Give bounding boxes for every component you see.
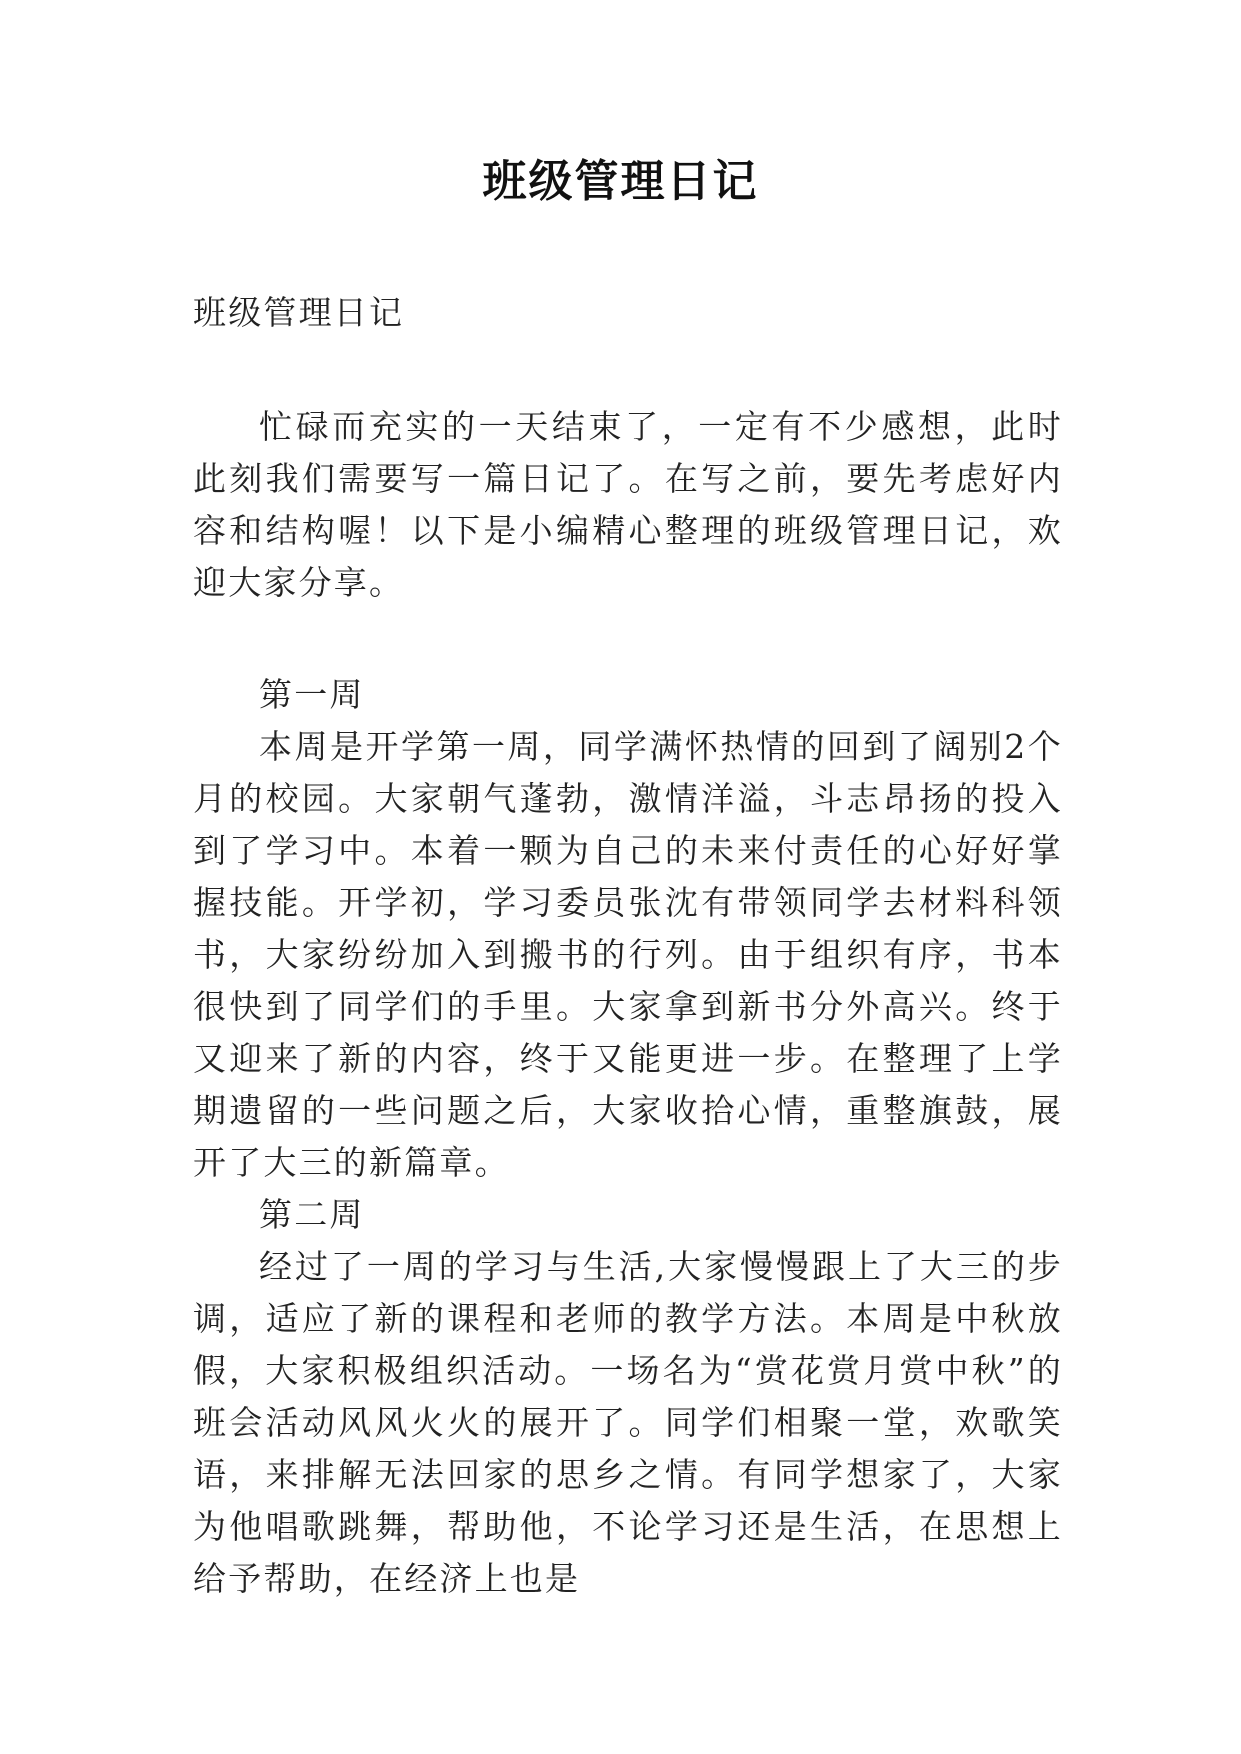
document-title: 班级管理日记: [482, 156, 759, 207]
week-2-heading: 第二周: [259, 1195, 365, 1234]
week-2-paragraph: 经过了一周的学习与生活,大家慢慢跟上了大三的步调，适应了新的课程和老师的教学方法。本周是中秋放假，大家积极组织活动。一场名为“赏花赏月赏中秋”的班会活动风风火火的展开了。同学们相聚一堂，欢歌笑语，来排解无法回家的思乡之情。有同学想家了，大家为他唱歌跳舞，帮助他，不论学习还是生活，在思想上给予帮助，在经济上也是: [193, 1247, 1063, 1598]
spacer: [193, 609, 1063, 669]
week-1-paragraph: 本周是开学第一周，同学满怀热情的回到了阔别2个月的校园。大家朝气蓬勃，激情洋溢，斗志昂扬的投入到了学习中。本着一颗为自己的未来付责任的心好好掌握技能。开学初，学习委员张沈有带领同学去材料科领书，大家纷纷加入到搬书的行列。由于组织有序，书本很快到了同学们的手里。大家拿到新书分外高兴。终于又迎来了新的内容，终于又能更进一步。在整理了上学期遗留的一些问题之后，大家收拾心情，重整旗鼓，展开了大三的新篇章。: [193, 727, 1063, 1182]
intro-paragraph: 忙碌而充实的一天结束了，一定有不少感想，此时此刻我们需要写一篇日记了。在写之前，要先考虑好内容和结构喔！以下是小编精心整理的班级管理日记，欢迎大家分享。: [193, 407, 1063, 602]
document-body: [193, 287, 1063, 1605]
document-subtitle: 班级管理日记: [193, 293, 405, 332]
spacer: [193, 339, 1063, 401]
week-1-heading: 第一周: [259, 675, 365, 714]
